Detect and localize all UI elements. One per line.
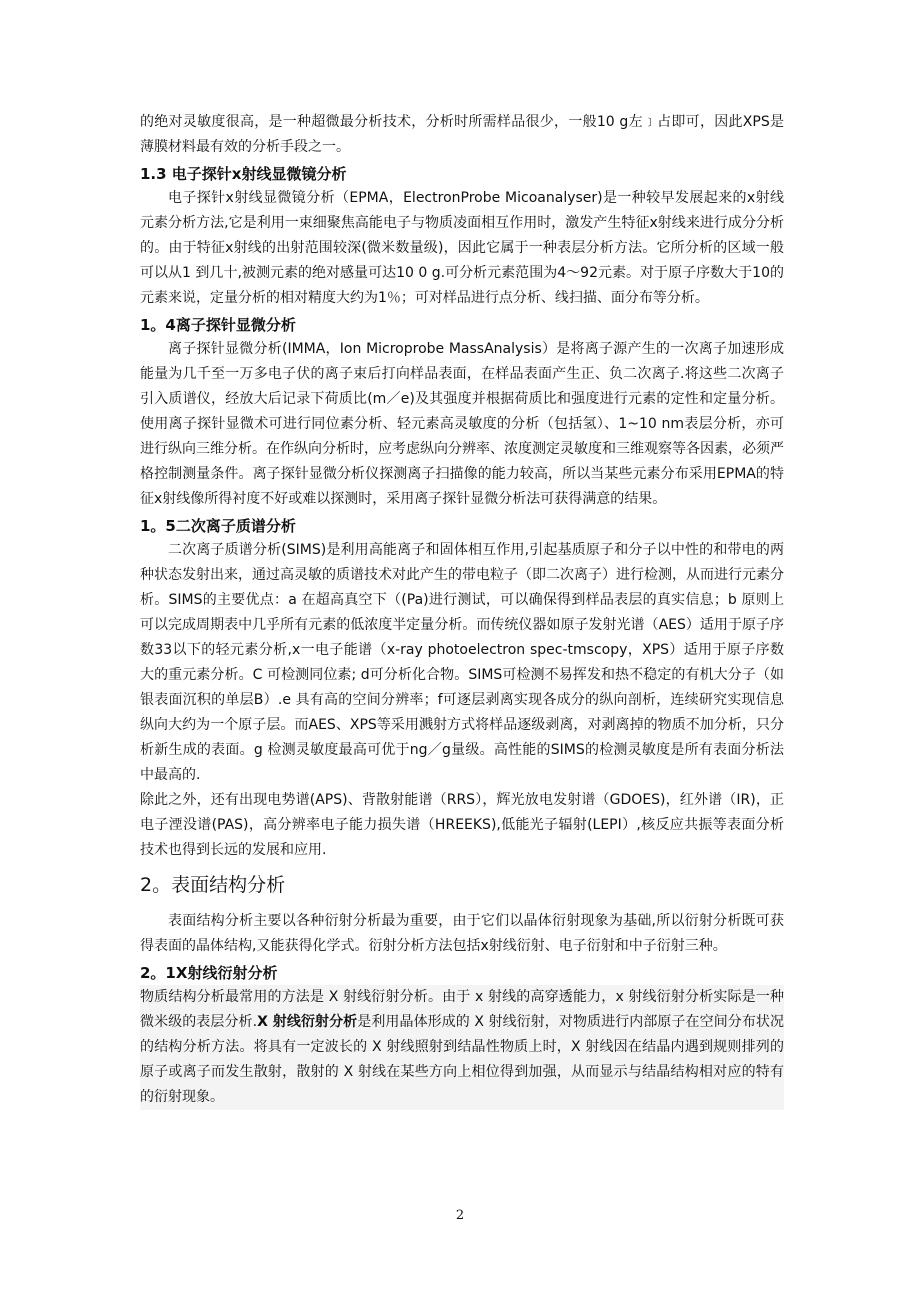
section-2-1-heading: 2。1X射线衍射分析 xyxy=(140,964,278,982)
section-2-1-text-bold: X 射线衍射分析 xyxy=(257,1014,358,1030)
section-1-3-heading: 1.3 电子探针x射线显微镜分析 xyxy=(140,165,347,183)
section-2-1-text-pre: 物质结构分析最常用的方法是 X 射线衍射分析。由于 x 射线的高穿透能力，x 射线衍射分析实际是一种微米级的表层分析. xyxy=(140,989,784,1030)
page-number: 2 xyxy=(455,1208,465,1223)
section-2-1-text-post: 是利用晶体形成的 X 射线衍射，对物质进行内部原子在空间分布状况的结构分析方法。将具有一定波长的 X 射线照射到结晶性物质上时，X 射线因在结晶内遇到规则排列的原子或离子而发生散射，散射的 X 射线在某些方向上相位得到加强，从而显示与结晶结构相对应的特有的衍射现象。 xyxy=(140,1014,785,1105)
section-1-5-paragraph-2: 除此之外，还有出现电势谱(APS)、背散射能谱（RRS），辉光放电发射谱（GDOES)，红外谱（IR)，正电子湮没谱(PAS)，高分辨率电子能力损失谱（HREEKS),低能光子辐射(LEPI）,核反应共振等表面分析技术也得到长远的发展和应用. xyxy=(140,792,784,858)
page-content xyxy=(140,110,784,1110)
section-2-heading: 2。表面结构分析 xyxy=(140,874,286,896)
section-1-3-paragraph: 电子探针x射线显微镜分析（EPMA，ElectronProbe Micoanalyser)是一种较早发展起来的x射线元素分析方法,它是利用一束细聚焦高能电子与物质凌面相互作用时，激发产生特征x射线来进行成分分析的。由于特征x射线的出射范围较深(微米数量级)，因此它属于一种表层分析方法。它所分析的区域一般可以从1 到几十,被测元素的绝对感量可达10 0 g.可分析元素范围为4～92元素。对于原子序数大于10的元素来说，定量分析的相对精度大约为1％；可对样品进行点分析、线扫描、面分布等分析。 xyxy=(140,190,784,306)
section-1-4-heading: 1。4离子探针显微分析 xyxy=(140,316,296,334)
section-1-5-paragraph: 二次离子质谱分析(SIMS)是利用高能离子和固体相互作用,引起基质原子和分子以中性的和带电的两种状态发射出来，通过高灵敏的质谱技术对此产生的带电粒子（即二次离子）进行检测，从而进行元素分析。SIMS的主要优点：a 在超高真空下（(Pa)进行测试，可以确保得到样品表层的真实信息；b 原则上可以完成周期表中几乎所有元素的低浓度半定量分析。而传统仪器如原子发射光谱（AES）适用于原子序数33以下的轻元素分析,x一电子能谱（x-ray photoelectron spec-tmscopy，XPS）适用于原子序数大的重元素分析。C 可检测同位素; d可分析化合物。SIMS可检测不易挥发和热不稳定的有机大分子（如银表面沉积的单层B）.e 具有高的空间分辨率；f可逐层剥离实现各成分的纵向剖析，连续研究实现信息纵向大约为一个原子层。而AES、XPS等采用溅射方式将样品逐级剥离，对剥离掉的物质不加分析，只分析新生成的表面。g 检测灵敏度最高可优于ng／g量级。高性能的SIMS的检测灵敏度是所有表面分析法中最高的. xyxy=(140,542,784,783)
section-2-paragraph: 表面结构分析主要以各种衍射分析最为重要，由于它们以晶体衍射现象为基础,所以衍射分析既可获得表面的晶体结构,又能获得化学式。衍射分析方法包括x射线衍射、电子衍射和中子衍射三种。 xyxy=(140,913,784,954)
section-2-1-paragraph xyxy=(140,985,784,1110)
section-1-5-heading: 1。5二次离子质谱分析 xyxy=(140,517,296,535)
intro-paragraph: 的绝对灵敏度很高，是一种超微最分析技术，分析时所需样品很少，一般10 g左﹞占即可，因此XPS是薄膜材料最有效的分析手段之一。 xyxy=(140,114,784,155)
section-1-4-paragraph: 离子探针显微分析(IMMA，Ion Microprobe MassAnalysis）是将离子源产生的一次离子加速形成能量为几千至一万多电子伏的离子束后打向样品表面，在样品表面产生正、负二次离子.将这些二次离子引入质谱仪，经放大后记录下荷质比(m／e)及其强度并根据荷质比和强度进行元素的定性和定量分析。使用离子探针显微术可进行同位素分析、轻元素高灵敏度的分析（包括氢）、1~10 nm表层分析，亦可进行纵向三维分析。在作纵向分析时，应考虑纵向分辨率、浓度测定灵敏度和三维观察等各因素，必须严格控制测量条件。离子探针显微分析仪探测离子扫描像的能力较高，所以当某些元素分布采用EPMA的特征x射线像所得衬度不好或难以探测时，采用离子探针显微分析法可获得满意的结果。 xyxy=(140,341,784,507)
